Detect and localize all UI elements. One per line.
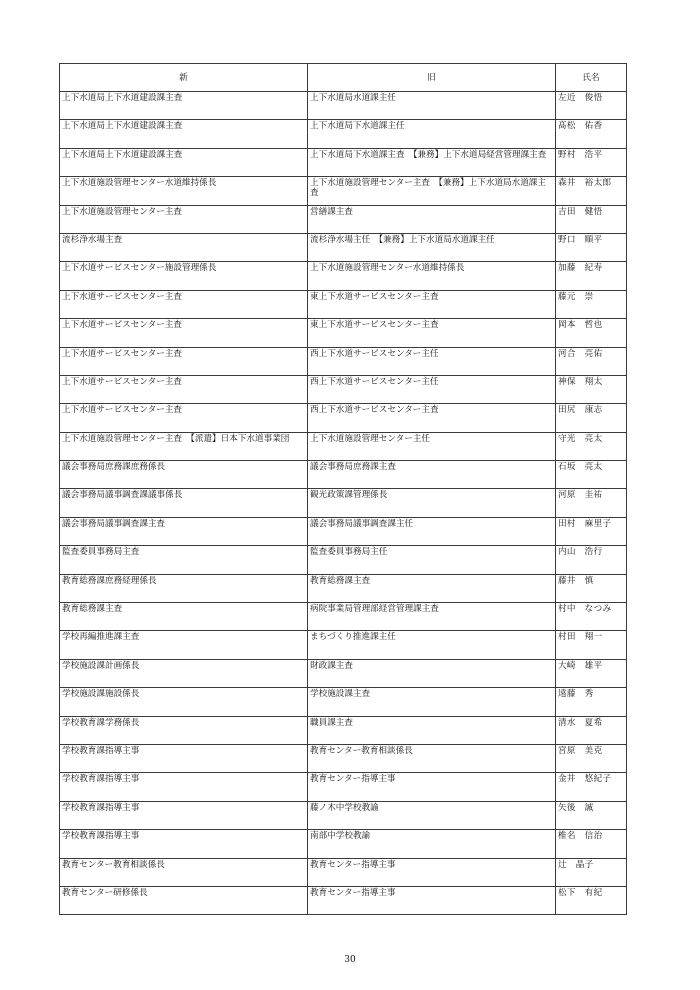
person-name-cell-text: 河合 亮佑 — [558, 348, 603, 359]
new-position-cell-text: 上下水道サービスセンター主査 — [62, 348, 182, 359]
table-row — [60, 461, 627, 489]
old-position-cell — [308, 92, 556, 120]
person-name-cell-text: 椎名 信治 — [558, 831, 603, 842]
new-position-cell — [60, 120, 308, 148]
old-position-cell — [308, 233, 556, 261]
person-name-cell-text: 矢後 誠 — [558, 802, 594, 813]
new-position-cell — [60, 319, 308, 347]
person-name-cell — [556, 120, 627, 148]
person-name-cell — [556, 404, 627, 432]
new-position-cell-text: 学校施設課施設係長 — [62, 689, 140, 700]
page-number: 30 — [344, 955, 356, 965]
new-position-cell-text: 上下水道サービスセンター主査 — [62, 320, 182, 331]
old-position-cell — [308, 631, 556, 659]
new-position-cell — [60, 574, 308, 602]
person-name-cell — [556, 148, 627, 176]
old-position-cell-text: 財政課主査 — [310, 660, 353, 671]
person-name-cell-text: 宮原 美克 — [558, 745, 603, 756]
person-name-cell — [556, 603, 627, 631]
old-position-cell — [308, 858, 556, 886]
old-position-cell-text: 病院事業局管理部経営管理課主査 — [310, 604, 439, 615]
old-position-cell-text: 上下水道施設管理センター主任 — [310, 433, 430, 444]
old-position-cell — [308, 744, 556, 772]
table-body — [60, 92, 627, 915]
person-name-cell-text: 野口 順平 — [558, 234, 603, 245]
new-position-cell-text: 上下水道サービスセンター施設管理係長 — [62, 263, 217, 274]
old-position-cell-text: 西上下水道サービスセンター主任 — [310, 348, 439, 359]
old-position-cell — [308, 574, 556, 602]
old-position-cell — [308, 716, 556, 744]
person-name-cell — [556, 631, 627, 659]
person-name-cell-text: 辻 晶子 — [558, 859, 594, 870]
table-row — [60, 148, 627, 176]
old-position-cell-text: 教育センター指導主事 — [310, 859, 396, 870]
new-position-cell-text: 上下水道局上下水道建設課主査 — [62, 149, 183, 160]
table-row — [60, 744, 627, 772]
table-row — [60, 688, 627, 716]
person-name-cell-text: 村田 翔一 — [558, 632, 603, 643]
old-position-cell — [308, 432, 556, 460]
person-name-cell — [556, 319, 627, 347]
old-position-cell — [308, 347, 556, 375]
person-name-cell-text: 石坂 亮太 — [558, 462, 603, 473]
old-position-cell-text: 上下水道局水道課主任 — [310, 93, 396, 103]
old-position-cell — [308, 489, 556, 517]
person-name-cell-text: 吉田 健悟 — [558, 206, 603, 217]
old-position-cell-text: 上下水道局下水道課主任 — [310, 121, 405, 132]
old-position-cell-text: 監査委員事務局主任 — [310, 547, 388, 558]
new-position-cell-text: 議会事務局議事調査課主査 — [62, 518, 166, 529]
person-name-cell-text: 藤元 崇 — [558, 291, 594, 302]
table-row — [60, 886, 627, 914]
new-position-cell-text: 教育総務課庶務経理係長 — [62, 575, 157, 586]
person-name-cell-text: 左近 俊悟 — [558, 93, 603, 103]
person-name-cell — [556, 546, 627, 574]
person-name-cell-text: 遠藤 秀 — [558, 689, 594, 700]
old-position-cell-text: 学校施設課主査 — [310, 689, 371, 700]
old-position-cell-text: 教育総務課主査 — [310, 575, 371, 586]
old-position-cell-text: 東上下水道サービスセンター主査 — [310, 320, 439, 331]
new-position-cell — [60, 375, 308, 403]
new-position-cell-text: 学校教育課指導主事 — [62, 745, 140, 756]
old-position-cell — [308, 603, 556, 631]
person-name-cell — [556, 744, 627, 772]
old-position-cell — [308, 773, 556, 801]
old-position-cell — [308, 205, 556, 233]
person-name-cell — [556, 290, 627, 318]
new-position-cell-text: 教育センター研修係長 — [62, 887, 148, 898]
new-position-cell-text: 教育総務課主査 — [62, 604, 123, 615]
new-position-cell-text: 上下水道局上下水道建設課主査 — [62, 93, 183, 103]
table-row — [60, 631, 627, 659]
new-position-cell — [60, 631, 308, 659]
old-position-cell-text: 上下水道施設管理センター水道維持係長 — [310, 263, 465, 274]
new-position-cell — [60, 603, 308, 631]
table-row — [60, 92, 627, 120]
person-name-cell — [556, 262, 627, 290]
table-row — [60, 830, 627, 858]
new-position-cell — [60, 92, 308, 120]
new-position-cell-text: 学校教育課学務係長 — [62, 717, 140, 728]
person-name-cell-text: 河原 圭祐 — [558, 490, 603, 501]
new-position-cell-text: 監査委員事務局主査 — [62, 547, 140, 558]
old-position-cell — [308, 659, 556, 687]
person-name-cell-text: 田村 麻里子 — [558, 518, 612, 529]
person-name-cell — [556, 773, 627, 801]
new-position-cell-text: 学校施設課計画係長 — [62, 660, 140, 671]
new-position-cell-text: 上下水道サービスセンター主査 — [62, 405, 182, 416]
new-position-cell — [60, 205, 308, 233]
new-position-cell — [60, 461, 308, 489]
new-position-cell-text: 上下水道サービスセンター主査 — [62, 376, 182, 387]
new-position-cell — [60, 290, 308, 318]
new-position-cell — [60, 688, 308, 716]
table-row — [60, 858, 627, 886]
person-name-cell — [556, 177, 627, 205]
person-name-cell — [556, 347, 627, 375]
table-row — [60, 404, 627, 432]
new-position-cell-text: 上下水道サービスセンター主査 — [62, 291, 182, 302]
new-position-cell — [60, 233, 308, 261]
new-position-cell — [60, 886, 308, 914]
old-position-cell-text: まちづくり推進課主任 — [310, 632, 396, 643]
person-name-cell-text: 岡本 哲也 — [558, 320, 603, 331]
old-position-cell-text: 南部中学校教諭 — [310, 831, 371, 842]
personnel-table — [59, 63, 627, 915]
person-name-cell-text: 加藤 紀寿 — [558, 263, 603, 274]
new-position-cell-text: 教育センター教育相談係長 — [62, 859, 165, 870]
new-position-cell-text: 上下水道施設管理センター主査 【派遣】日本下水道事業団 — [62, 433, 290, 444]
person-name-cell-text: 守光 亮太 — [558, 433, 603, 444]
old-position-cell — [308, 830, 556, 858]
table-row — [60, 177, 627, 205]
person-name-cell — [556, 432, 627, 460]
old-position-cell — [308, 461, 556, 489]
table-row — [60, 603, 627, 631]
new-position-cell-text: 学校再編推進課主査 — [62, 632, 140, 643]
table-row — [60, 773, 627, 801]
new-position-cell — [60, 830, 308, 858]
person-name-cell-text: 藤井 慎 — [558, 575, 594, 586]
old-position-cell — [308, 375, 556, 403]
old-position-cell-text: 流杉浄水場主任 【兼務】上下水道局水道課主任 — [310, 234, 495, 245]
old-position-cell-text: 営繕課主査 — [310, 206, 353, 217]
old-position-cell — [308, 546, 556, 574]
header-new: 新 — [60, 64, 308, 92]
new-position-cell — [60, 773, 308, 801]
old-position-cell — [308, 262, 556, 290]
old-position-cell-text: 東上下水道サービスセンター主査 — [310, 291, 439, 302]
old-position-cell-text: 上下水道施設管理センター主査 【兼務】上下水道局水道課主査 — [310, 178, 546, 199]
new-position-cell-text: 学校教育課指導主事 — [62, 774, 140, 785]
new-position-cell — [60, 347, 308, 375]
table-row — [60, 546, 627, 574]
new-position-cell-text: 上下水道施設管理センター主査 — [62, 206, 182, 217]
table-row — [60, 233, 627, 261]
person-name-cell-text: 清水 夏希 — [558, 717, 603, 728]
person-name-cell — [556, 688, 627, 716]
old-position-cell — [308, 120, 556, 148]
person-name-cell — [556, 858, 627, 886]
table-row — [60, 375, 627, 403]
new-position-cell — [60, 517, 308, 545]
old-position-cell-text: 教育センター教育相談係長 — [310, 745, 413, 756]
person-name-cell-text: 神保 翔太 — [558, 376, 603, 387]
person-name-cell — [556, 233, 627, 261]
old-position-cell-text: 上下水道局下水道課主査 【兼務】上下水道局経営管理課主査 — [310, 149, 547, 160]
new-position-cell-text: 上下水道施設管理センター水道維持係長 — [62, 178, 217, 189]
table-row — [60, 319, 627, 347]
new-position-cell — [60, 659, 308, 687]
person-name-cell-text: 金井 悠紀子 — [558, 774, 612, 785]
person-name-cell-text: 髙松 佑香 — [558, 121, 603, 132]
new-position-cell — [60, 262, 308, 290]
person-name-cell — [556, 659, 627, 687]
person-name-cell — [556, 205, 627, 233]
new-position-cell-text: 議会事務局庶務課庶務係長 — [62, 462, 166, 473]
new-position-cell-text: 議会事務局議事調査課議事係長 — [62, 490, 183, 501]
new-position-cell-text: 上下水道局上下水道建設課主査 — [62, 121, 183, 132]
table-row — [60, 489, 627, 517]
table-row — [60, 517, 627, 545]
old-position-cell-text: 教育センター指導主事 — [310, 887, 396, 898]
new-position-cell — [60, 716, 308, 744]
person-name-cell — [556, 886, 627, 914]
table-row — [60, 432, 627, 460]
old-position-cell-text: 藤ノ木中学校教諭 — [310, 802, 379, 813]
old-position-cell-text: 西上下水道サービスセンター主査 — [310, 405, 439, 416]
header-old: 旧 — [308, 64, 556, 92]
table-row — [60, 205, 627, 233]
person-name-cell-text: 田尻 康志 — [558, 405, 603, 416]
person-name-cell — [556, 92, 627, 120]
old-position-cell-text: 議会事務局庶務課主査 — [310, 462, 396, 473]
table-row — [60, 659, 627, 687]
new-position-cell-text: 学校教育課指導主事 — [62, 802, 140, 813]
new-position-cell-text: 学校教育課指導主事 — [62, 831, 140, 842]
old-position-cell-text: 西上下水道サービスセンター主任 — [310, 376, 439, 387]
old-position-cell — [308, 177, 556, 205]
old-position-cell-text: 観光政策課管理係長 — [310, 490, 388, 501]
person-name-cell-text: 村中 なつみ — [558, 604, 612, 615]
person-name-cell — [556, 574, 627, 602]
old-position-cell — [308, 688, 556, 716]
old-position-cell-text: 議会事務局議事調査課主任 — [310, 518, 414, 529]
person-name-cell — [556, 461, 627, 489]
person-name-cell — [556, 489, 627, 517]
new-position-cell — [60, 177, 308, 205]
old-position-cell-text: 教育センター指導主事 — [310, 774, 396, 785]
person-name-cell-text: 森井 裕太郎 — [558, 178, 612, 189]
new-position-cell — [60, 858, 308, 886]
old-position-cell — [308, 801, 556, 829]
new-position-cell — [60, 744, 308, 772]
table-row — [60, 801, 627, 829]
new-position-cell — [60, 546, 308, 574]
new-position-cell-text: 流杉浄水場主査 — [62, 234, 123, 245]
old-position-cell — [308, 404, 556, 432]
table-row — [60, 120, 627, 148]
person-name-cell — [556, 375, 627, 403]
person-name-cell — [556, 801, 627, 829]
table-row — [60, 347, 627, 375]
new-position-cell — [60, 489, 308, 517]
person-name-cell-text: 松下 有紀 — [558, 887, 603, 898]
old-position-cell — [308, 290, 556, 318]
new-position-cell — [60, 432, 308, 460]
table-header-row — [60, 64, 627, 92]
person-name-cell-text: 内山 浩行 — [558, 547, 603, 558]
old-position-cell-text: 職員課主査 — [310, 717, 353, 728]
person-name-cell-text: 野村 浩平 — [558, 149, 603, 160]
person-name-cell-text: 大崎 雄平 — [558, 660, 603, 671]
new-position-cell — [60, 801, 308, 829]
new-position-cell — [60, 148, 308, 176]
table-row — [60, 290, 627, 318]
header-name: 氏名 — [556, 64, 627, 92]
table-row — [60, 262, 627, 290]
old-position-cell — [308, 517, 556, 545]
old-position-cell — [308, 148, 556, 176]
person-name-cell — [556, 716, 627, 744]
person-name-cell — [556, 517, 627, 545]
old-position-cell — [308, 319, 556, 347]
new-position-cell — [60, 404, 308, 432]
table-row — [60, 716, 627, 744]
person-name-cell — [556, 830, 627, 858]
old-position-cell — [308, 886, 556, 914]
table-row — [60, 574, 627, 602]
